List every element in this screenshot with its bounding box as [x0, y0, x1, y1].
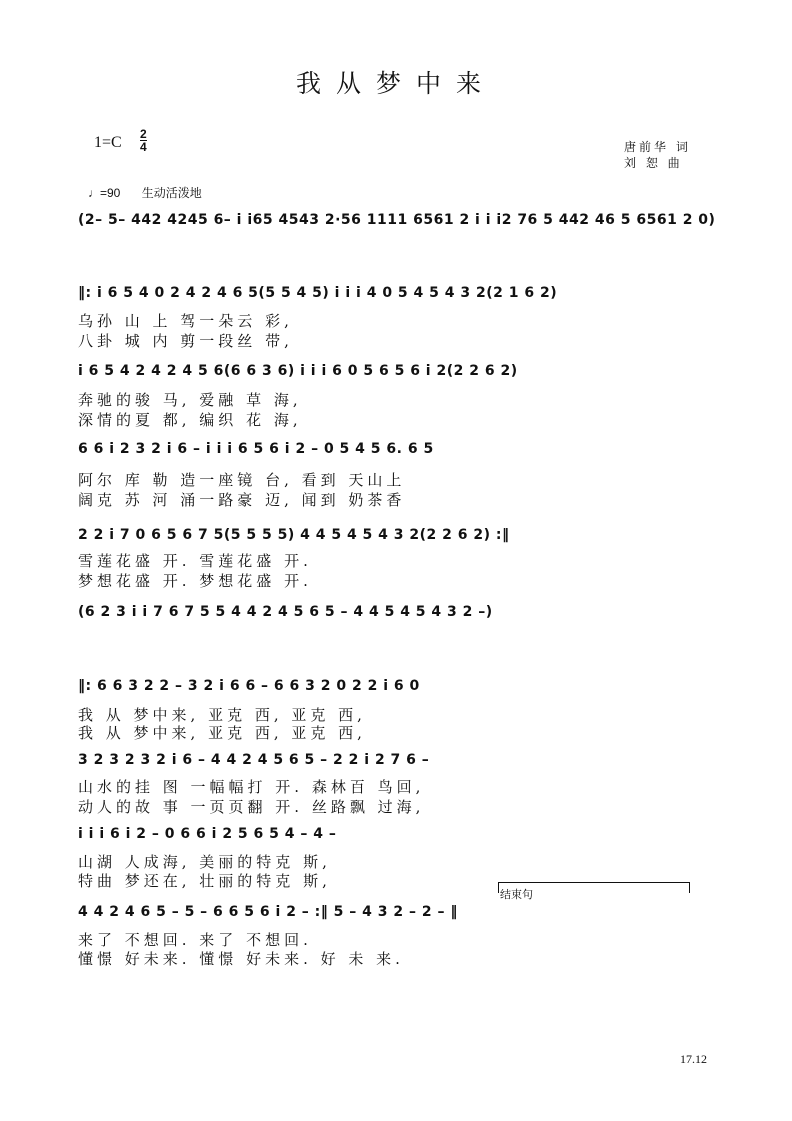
lyric-line: 八卦 城 内 剪一段丝 带,: [78, 332, 293, 350]
lyric-line: 山水的挂 图 一幅幅打 开. 森林百 鸟回,: [78, 778, 425, 796]
lyric-line: 懂憬 好未来. 懂憬 好未来. 好 未 来.: [78, 950, 404, 968]
tempo-line: [88, 184, 220, 201]
lyric-line: 奔驰的骏 马, 爱融 草 海,: [78, 391, 302, 409]
lyric-line: 深情的夏 都, 编织 花 海,: [78, 411, 302, 429]
lyric-line: 山湖 人成海, 美丽的特克 斯,: [78, 853, 331, 871]
key-signature: 1=C: [94, 134, 122, 151]
meter-top: 2: [140, 127, 147, 141]
lyric-line: 乌孙 山 上 驾一朵云 彩,: [78, 312, 293, 330]
notation-line-5: ‖: 6 6 3 2 2 – 3 2 i 6 6 – 6 6 3 2 0 2 2 i 6 0: [78, 678, 420, 694]
ending-label: 结束句: [500, 888, 533, 901]
page-number: 17.12: [680, 1052, 707, 1066]
notation-line-7: i i i 6 i 2 – 0 6 6 i 2 5 6 5 4 – 4 –: [78, 826, 337, 842]
lyric-line: 雪莲花盛 开. 雪莲花盛 开.: [78, 552, 312, 570]
lyric-line: 阿尔 库 勒 造一座镜 台, 看到 天山上: [78, 471, 406, 489]
meter-bottom: 4: [140, 140, 147, 154]
lyric-line: 特曲 梦还在, 壮丽的特克 斯,: [78, 872, 331, 890]
song-title: 我从梦中来: [295, 69, 496, 98]
composer-credit: 刘 恕 曲: [624, 156, 683, 170]
notation-line-1: ‖: i 6 5 4 0 2 4 2 4 6 5(5 5 4 5) i i i 4 0 5 4 5 4 3 2(2 1 6 2): [78, 285, 558, 301]
lyric-line: 动人的故 事 一页页翻 开. 丝路飘 过海,: [78, 798, 425, 816]
lyric-line: 梦想花盛 开. 梦想花盛 开.: [78, 572, 312, 590]
notation-line-8: 4 4 2 4 6 5 – 5 – 6 6 5 6 i 2 – :‖ 5 – 4 3 2 – 2 – ‖: [78, 904, 458, 920]
time-signature: [140, 128, 147, 153]
expression-mark: 生动活泼地: [141, 186, 202, 200]
notation-line-3: 6 6 i 2 3 2 i 6 – i i i 6 5 6 i 2 – 0 5 4 5 6. 6 5: [78, 441, 434, 457]
tempo-mark: ♩=90: [88, 186, 121, 200]
lyric-line: 我 从 梦中来, 亚克 西, 亚克 西,: [78, 706, 366, 724]
notation-line-4: 2 2 i 7 0 6 5 6 7 5(5 5 5 5) 4 4 5 4 5 4 3 2(2 2 6 2) :‖: [78, 527, 510, 543]
lyric-line: 来了 不想回. 来了 不想回.: [78, 931, 312, 949]
notation-line-2: i 6 5 4 2 4 2 4 5 6(6 6 3 6) i i i 6 0 5 6 5 6 i 2(2 2 6 2): [78, 363, 518, 379]
notation-line-6: 3 2 3 2 3 2 i 6 – 4 4 2 4 5 6 5 – 2 2 i 2 7 6 –: [78, 752, 430, 768]
lyricist-credit: 唐前华 词: [624, 140, 691, 154]
notation-line-interlude: (6 2 3 i i 7 6 7 5 5 4 4 2 4 5 6 5 – 4 4 5 4 5 4 3 2 –): [78, 604, 493, 620]
notation-line-intro: (2– 5– 442 4245 6– i i65 4543 2·56 1111 6561 2 i i i2 76 5 442 46 5 6561 2 0): [78, 212, 716, 228]
lyric-line: 我 从 梦中来, 亚克 西, 亚克 西,: [78, 724, 366, 742]
lyric-line: 阔克 苏 河 涌一路豪 迈, 闻到 奶茶香: [78, 491, 406, 509]
